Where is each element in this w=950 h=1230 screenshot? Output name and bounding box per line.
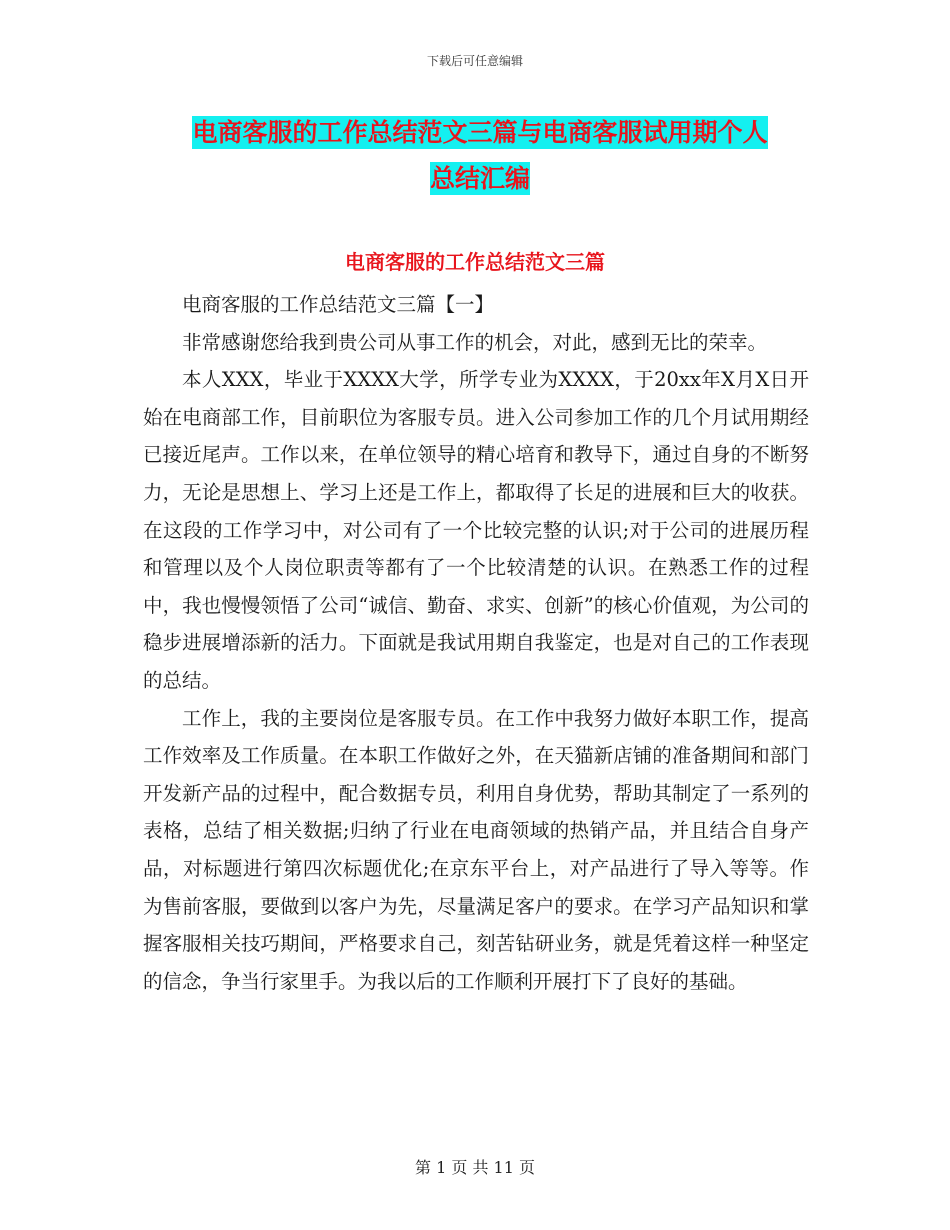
document-title: [140, 110, 820, 202]
paragraph-background: 本人XXX，毕业于XXXX大学，所学专业为XXXX，于20xx年X月X日开始在电商部工作，目前职位为客服专员。进入公司参加工作的几个月试用期经已接近尾声。工作以来，在单位领导的精心培育和教导下，通过自身的不断努力，无论是思想上、学习上还是工作上，都取得了长足的进展和巨大的收获。在这段的工作学习中，对公司有了一个比较完整的认识;对于公司的进展历程和管理以及个人岗位职责等都有了一个比较清楚的认识。在熟悉工作的过程中，我也慢慢领悟了公司“诚信、勤奋、求实、创新”的核心价值观，为公司的稳步进展增添新的活力。下面就是我试用期自我鉴定，也是对自己的工作表现的总结。: [143, 368, 809, 692]
paragraph-thanks: 非常感谢您给我到贵公司从事工作的机会，对此，感到无比的荣幸。: [182, 330, 768, 354]
page-header-note: 下载后可任意编辑: [426, 54, 523, 68]
title-line-1: 电商客服的工作总结范文三篇与电商客服试用期个人: [192, 118, 768, 147]
title-line-2: 总结汇编: [429, 164, 530, 193]
document-body: [143, 286, 809, 1000]
paragraph-work: 工作上，我的主要岗位是客服专员。在工作中我努力做好本职工作，提高工作效率及工作质量。在本职工作做好之外，在天猫新店铺的准备期间和部门开发新产品的过程中，配合数据专员，利用自身优势，帮助其制定了一系列的表格，总结了相关数据;归纳了行业在电商领域的热销产品，并且结合自身产品，对标题进行第四次标题优化;在京东平台上，对产品进行了导入等等。作为售前客服，要做到以客户为先，尽量满足客户的要求。在学习产品知识和掌握客服相关技巧期间，严格要求自己，刻苦钻研业务，就是凭着这样一种坚定的信念，争当行家里手。为我以后的工作顺利开展打下了良好的基础。: [143, 706, 809, 993]
section-heading: 电商客服的工作总结范文三篇: [345, 250, 605, 274]
paragraph-intro-heading: 电商客服的工作总结范文三篇【一】: [182, 293, 495, 316]
page-footer: 第 1 页 共 11 页: [415, 1158, 535, 1177]
